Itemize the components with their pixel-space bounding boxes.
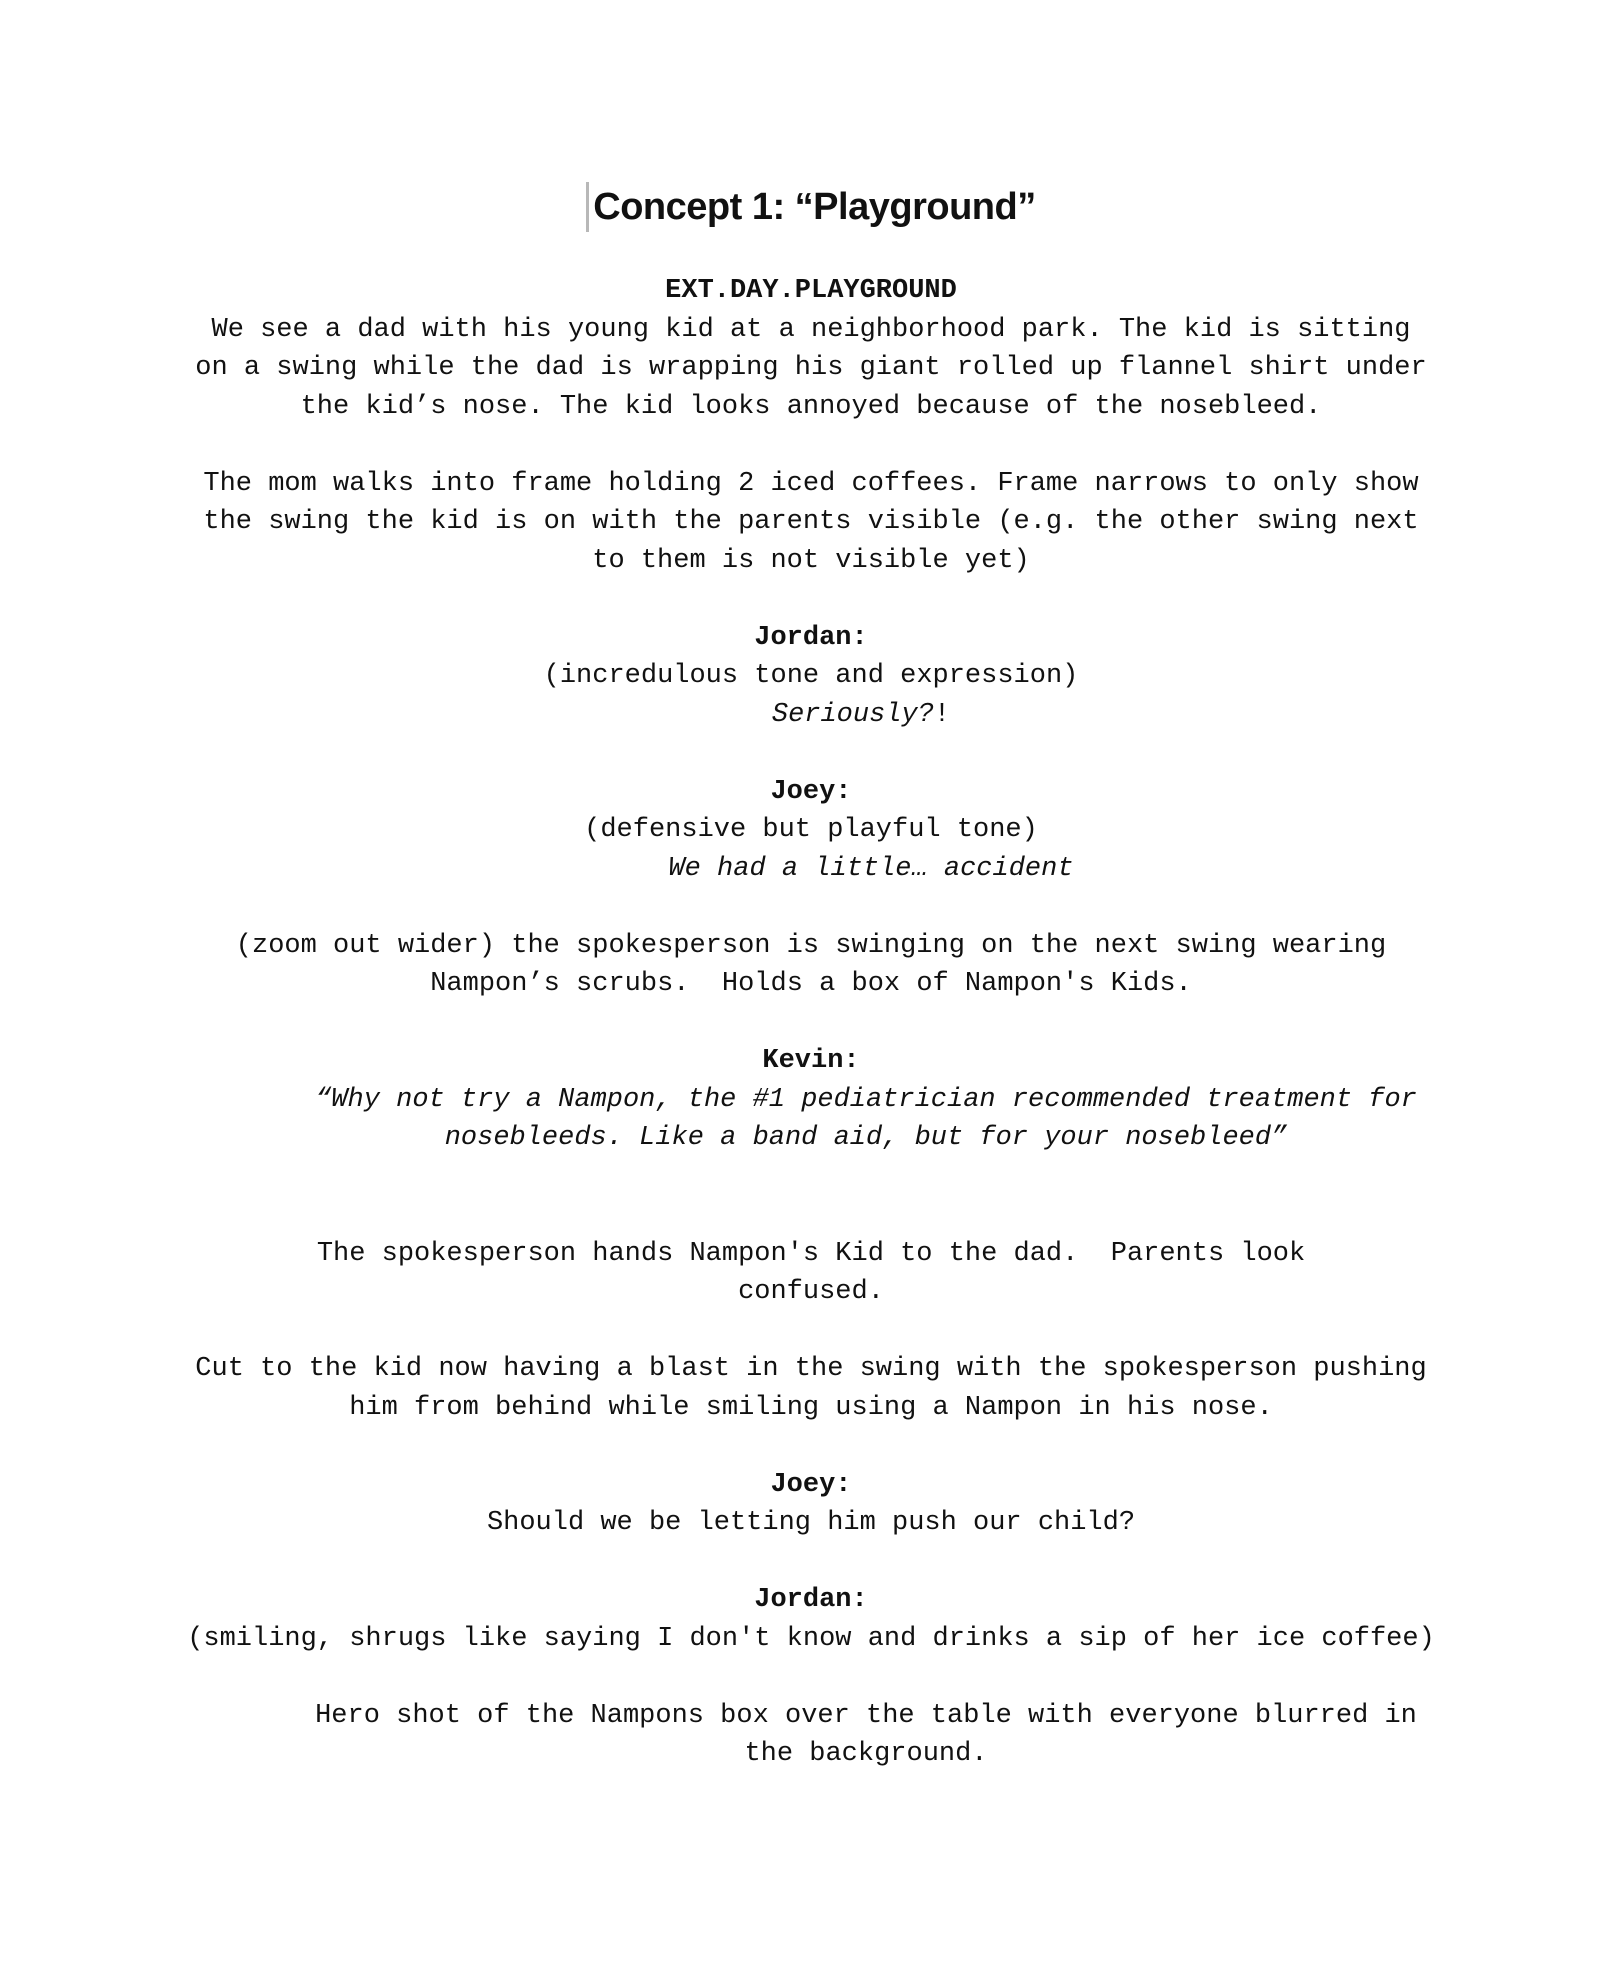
speaker-jordan-1: Jordan:: [754, 622, 868, 653]
spacer: [180, 734, 1442, 773]
dialogue-1-italic: Seriously?: [771, 699, 934, 730]
speaker-joey-2: Joey:: [770, 1469, 852, 1500]
speaker-joey-1: Joey:: [770, 776, 852, 807]
spacer: [180, 1158, 1442, 1235]
spacer: [180, 1004, 1442, 1043]
speaker-jordan-2: Jordan:: [754, 1585, 868, 1615]
dialogue-4: Should we be letting him push our child?: [486, 1508, 1136, 1538]
dialogue-1-tail: !: [933, 699, 951, 730]
spacer: [180, 1312, 1442, 1351]
dialogue-2: We had a little… accident: [668, 853, 1074, 884]
scene-heading: EXT.DAY.PLAYGROUND: [665, 276, 957, 306]
action-paragraph-3: (zoom out wider) the spokesperson is swinging on the next swing wearing Nampon’s scrubs. Holds a box of Nampon's Kids.: [235, 930, 1403, 999]
action-paragraph-2: The mom walks into frame holding 2 iced coffees. Frame narrows to only show the swing the kid is on with the parents visible (e.g. the other swing next to them is not visible yet): [203, 468, 1435, 576]
spacer: [180, 1427, 1442, 1466]
parenthetical-1: (incredulous tone and expression): [543, 661, 1079, 691]
dialogue-1: [180, 696, 1442, 735]
script-body: [180, 272, 1442, 1774]
document-title[interactable]: Concept 1: “Playground”: [586, 182, 1035, 232]
action-paragraph-1: We see a dad with his young kid at a neighborhood park. The kid is sitting on a swing while the dad is wrapping his giant rolled up flannel shirt under the kid’s nose. The kid looks annoyed because of the nosebleed.: [195, 314, 1443, 422]
parenthetical-2: (defensive but playful tone): [584, 815, 1038, 845]
dialogue-3: “Why not try a Nampon, the #1 pediatrician recommended treatment for nosebleeds. Like a band aid, but for your nosebleed”: [315, 1084, 1434, 1153]
spacer: [180, 1543, 1442, 1582]
parenthetical-5: (smiling, shrugs like saying I don't know and drinks a sip of her ice coffee): [187, 1623, 1435, 1654]
action-paragraph-6: Hero shot of the Nampons box over the table with everyone blurred in the background.: [315, 1700, 1434, 1769]
spacer: [180, 426, 1442, 465]
spacer: [180, 1658, 1442, 1697]
spacer: [180, 580, 1442, 619]
title-wrap: [0, 182, 1622, 232]
speaker-kevin: Kevin:: [762, 1046, 860, 1076]
action-paragraph-5: Cut to the kid now having a blast in the swing with the spokesperson pushing him from behind while smiling using a Nampon in his nose.: [195, 1354, 1443, 1423]
spacer: [180, 888, 1442, 927]
action-paragraph-4: The spokesperson hands Nampon's Kid to the dad. Parents look confused.: [316, 1238, 1322, 1307]
